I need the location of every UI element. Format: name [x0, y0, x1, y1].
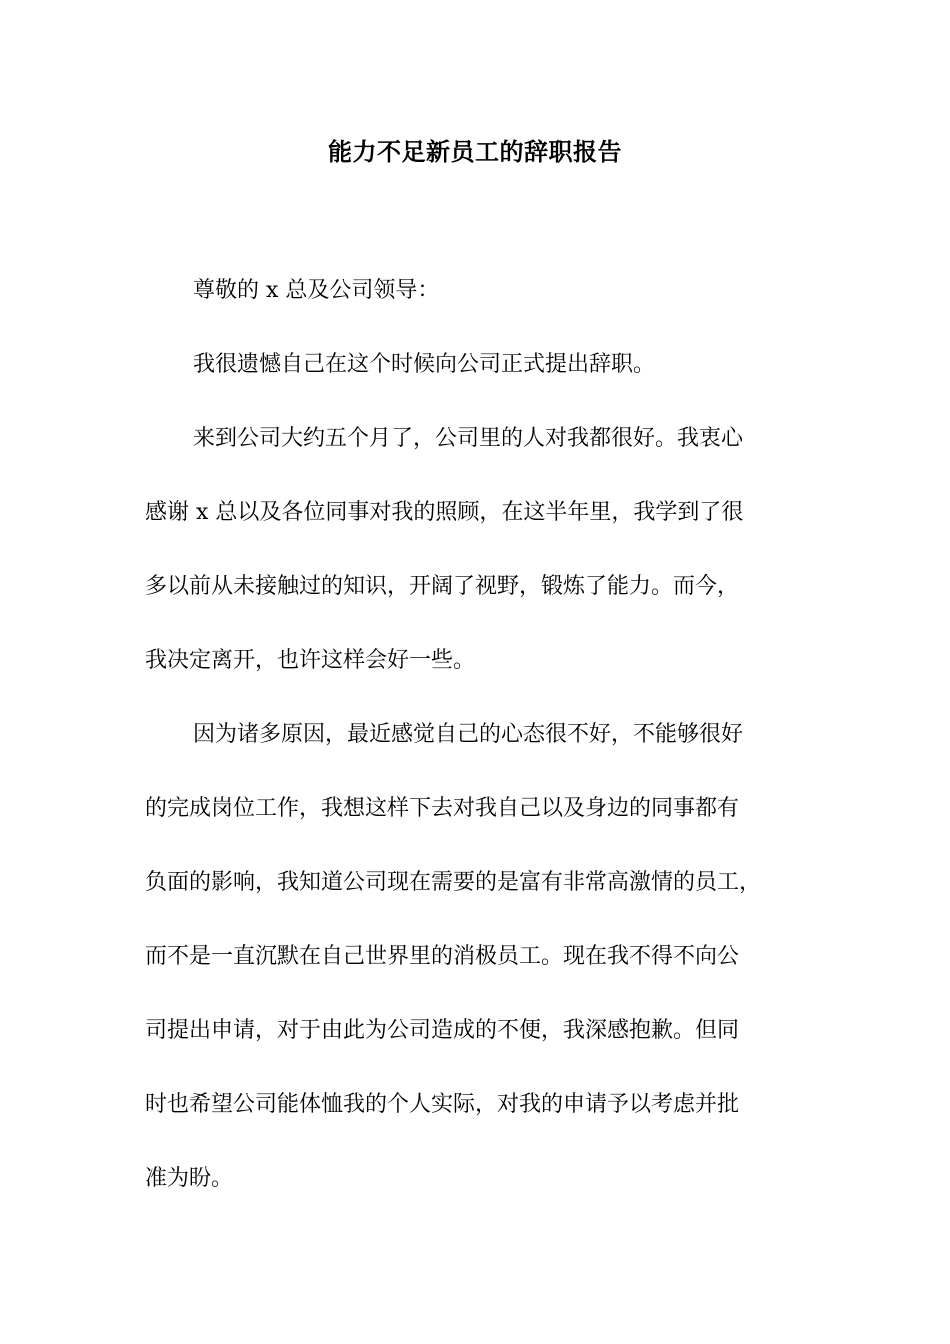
paragraph-3-line-6: 时也希望公司能体恤我的个人实际，对我的申请予以考虑并批	[145, 1092, 740, 1117]
document-title: 能力不足新员工的辞职报告	[328, 137, 622, 166]
paragraph-2-line-1: 来到公司大约五个月了，公司里的人对我都很好。我衷心	[193, 426, 744, 451]
paragraph-3-line-5: 司提出申请，对于由此为公司造成的不便，我深感抱歉。但同	[145, 1018, 740, 1043]
paragraph-2-line-3: 多以前从未接触过的知识，开阔了视野，锻炼了能力。而今，	[145, 574, 740, 599]
paragraph-2-line-4: 我决定离开，也许这样会好一些。	[145, 648, 476, 673]
document-body	[145, 254, 827, 1216]
paragraph-3-line-4: 而不是一直沉默在自己世界里的消极员工。现在我不得不向公	[145, 944, 740, 969]
paragraph-3-line-1: 因为诸多原因，最近感觉自己的心态很不好，不能够很好	[193, 722, 744, 747]
salutation: 尊敬的 x 总及公司领导：	[193, 278, 440, 303]
paragraph-1-line-1: 我很遗憾自己在这个时候向公司正式提出辞职。	[193, 352, 656, 377]
paragraph-3-line-7: 准为盼。	[145, 1166, 234, 1191]
paragraph-3-line-3: 负面的影响，我知道公司现在需要的是富有非常高激情的员工，	[145, 870, 762, 895]
paragraph-3-line-2: 的完成岗位工作，我想这样下去对我自己以及身边的同事都有	[145, 796, 740, 821]
paragraph-2-line-2: 感谢 x 总以及各位同事对我的照顾，在这半年里，我学到了很	[145, 500, 744, 525]
